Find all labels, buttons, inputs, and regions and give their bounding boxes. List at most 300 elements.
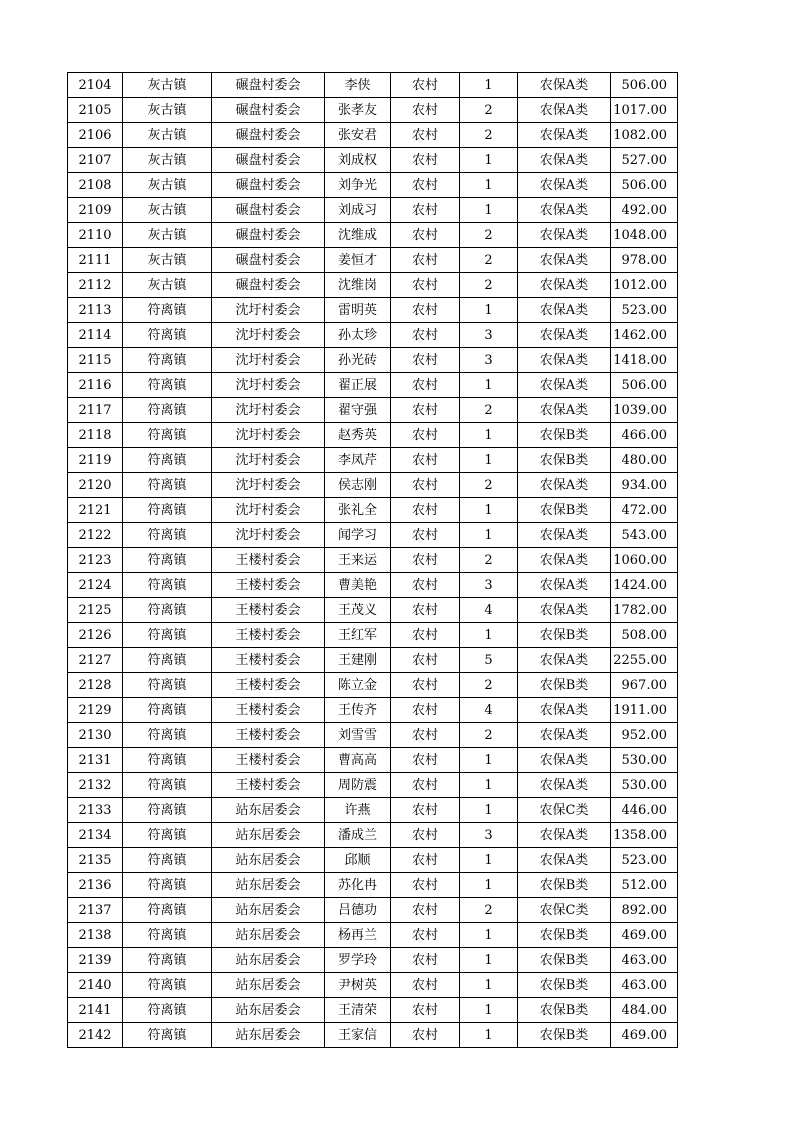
table-row xyxy=(68,348,678,373)
amount-cell: 967.00 xyxy=(611,673,678,698)
table-row xyxy=(68,548,678,573)
area-type-cell: 农村 xyxy=(391,473,460,498)
area-type-cell: 农村 xyxy=(391,448,460,473)
category-cell: 农保A类 xyxy=(518,298,611,323)
household-count-cell: 2 xyxy=(460,673,518,698)
household-count-cell: 2 xyxy=(460,473,518,498)
person-name-cell: 王红军 xyxy=(325,623,391,648)
town-cell: 符离镇 xyxy=(123,948,212,973)
household-count-cell: 4 xyxy=(460,698,518,723)
row-number-cell: 2108 xyxy=(68,173,123,198)
category-cell: 农保A类 xyxy=(518,198,611,223)
person-name-cell: 侯志刚 xyxy=(325,473,391,498)
town-cell: 灰古镇 xyxy=(123,148,212,173)
person-name-cell: 李侠 xyxy=(325,73,391,98)
person-name-cell: 翟守强 xyxy=(325,398,391,423)
town-cell: 符离镇 xyxy=(123,848,212,873)
person-name-cell: 潘成兰 xyxy=(325,823,391,848)
row-number-cell: 2117 xyxy=(68,398,123,423)
town-cell: 符离镇 xyxy=(123,473,212,498)
row-number-cell: 2104 xyxy=(68,73,123,98)
category-cell: 农保A类 xyxy=(518,373,611,398)
town-cell: 符离镇 xyxy=(123,348,212,373)
row-number-cell: 2126 xyxy=(68,623,123,648)
person-name-cell: 苏化冉 xyxy=(325,873,391,898)
row-number-cell: 2113 xyxy=(68,298,123,323)
amount-cell: 1424.00 xyxy=(611,573,678,598)
household-count-cell: 2 xyxy=(460,723,518,748)
table-row xyxy=(68,698,678,723)
household-count-cell: 1 xyxy=(460,798,518,823)
table-row xyxy=(68,573,678,598)
table-row xyxy=(68,898,678,923)
row-number-cell: 2116 xyxy=(68,373,123,398)
category-cell: 农保B类 xyxy=(518,973,611,998)
row-number-cell: 2133 xyxy=(68,798,123,823)
amount-cell: 469.00 xyxy=(611,923,678,948)
village-committee-cell: 站东居委会 xyxy=(212,898,325,923)
person-name-cell: 沈维岗 xyxy=(325,273,391,298)
category-cell: 农保A类 xyxy=(518,723,611,748)
row-number-cell: 2140 xyxy=(68,973,123,998)
area-type-cell: 农村 xyxy=(391,348,460,373)
category-cell: 农保A类 xyxy=(518,523,611,548)
person-name-cell: 邱顺 xyxy=(325,848,391,873)
category-cell: 农保A类 xyxy=(518,323,611,348)
area-type-cell: 农村 xyxy=(391,73,460,98)
village-committee-cell: 碾盘村委会 xyxy=(212,148,325,173)
category-cell: 农保A类 xyxy=(518,248,611,273)
person-name-cell: 许燕 xyxy=(325,798,391,823)
person-name-cell: 沈维成 xyxy=(325,223,391,248)
amount-cell: 978.00 xyxy=(611,248,678,273)
row-number-cell: 2111 xyxy=(68,248,123,273)
household-count-cell: 2 xyxy=(460,273,518,298)
category-cell: 农保A类 xyxy=(518,473,611,498)
household-count-cell: 2 xyxy=(460,898,518,923)
amount-cell: 446.00 xyxy=(611,798,678,823)
person-name-cell: 尹树英 xyxy=(325,973,391,998)
table-row xyxy=(68,648,678,673)
row-number-cell: 2129 xyxy=(68,698,123,723)
household-count-cell: 1 xyxy=(460,173,518,198)
row-number-cell: 2138 xyxy=(68,923,123,948)
table-row xyxy=(68,798,678,823)
village-committee-cell: 沈圩村委会 xyxy=(212,348,325,373)
village-committee-cell: 碾盘村委会 xyxy=(212,223,325,248)
category-cell: 农保A类 xyxy=(518,223,611,248)
household-count-cell: 1 xyxy=(460,623,518,648)
row-number-cell: 2106 xyxy=(68,123,123,148)
town-cell: 符离镇 xyxy=(123,823,212,848)
household-count-cell: 2 xyxy=(460,223,518,248)
row-number-cell: 2128 xyxy=(68,673,123,698)
category-cell: 农保A类 xyxy=(518,398,611,423)
area-type-cell: 农村 xyxy=(391,598,460,623)
category-cell: 农保A类 xyxy=(518,273,611,298)
recipient-table xyxy=(67,72,678,1048)
town-cell: 符离镇 xyxy=(123,598,212,623)
area-type-cell: 农村 xyxy=(391,948,460,973)
town-cell: 符离镇 xyxy=(123,298,212,323)
household-count-cell: 2 xyxy=(460,123,518,148)
row-number-cell: 2139 xyxy=(68,948,123,973)
town-cell: 灰古镇 xyxy=(123,198,212,223)
household-count-cell: 3 xyxy=(460,348,518,373)
table-row xyxy=(68,73,678,98)
village-committee-cell: 碾盘村委会 xyxy=(212,273,325,298)
category-cell: 农保B类 xyxy=(518,998,611,1023)
category-cell: 农保C类 xyxy=(518,898,611,923)
area-type-cell: 农村 xyxy=(391,648,460,673)
area-type-cell: 农村 xyxy=(391,323,460,348)
amount-cell: 543.00 xyxy=(611,523,678,548)
area-type-cell: 农村 xyxy=(391,673,460,698)
household-count-cell: 2 xyxy=(460,248,518,273)
person-name-cell: 张礼全 xyxy=(325,498,391,523)
table-row xyxy=(68,248,678,273)
category-cell: 农保A类 xyxy=(518,548,611,573)
category-cell: 农保B类 xyxy=(518,673,611,698)
area-type-cell: 农村 xyxy=(391,223,460,248)
table-row xyxy=(68,748,678,773)
household-count-cell: 1 xyxy=(460,148,518,173)
village-committee-cell: 王楼村委会 xyxy=(212,573,325,598)
household-count-cell: 2 xyxy=(460,98,518,123)
table-row xyxy=(68,473,678,498)
household-count-cell: 1 xyxy=(460,973,518,998)
category-cell: 农保A类 xyxy=(518,598,611,623)
table-row xyxy=(68,773,678,798)
village-committee-cell: 碾盘村委会 xyxy=(212,123,325,148)
household-count-cell: 1 xyxy=(460,998,518,1023)
household-count-cell: 5 xyxy=(460,648,518,673)
household-count-cell: 1 xyxy=(460,73,518,98)
table-row xyxy=(68,173,678,198)
person-name-cell: 罗学玲 xyxy=(325,948,391,973)
town-cell: 符离镇 xyxy=(123,723,212,748)
amount-cell: 1017.00 xyxy=(611,98,678,123)
village-committee-cell: 王楼村委会 xyxy=(212,648,325,673)
town-cell: 灰古镇 xyxy=(123,173,212,198)
amount-cell: 506.00 xyxy=(611,173,678,198)
row-number-cell: 2118 xyxy=(68,423,123,448)
area-type-cell: 农村 xyxy=(391,548,460,573)
person-name-cell: 赵秀英 xyxy=(325,423,391,448)
table-row xyxy=(68,523,678,548)
town-cell: 符离镇 xyxy=(123,673,212,698)
person-name-cell: 刘成习 xyxy=(325,198,391,223)
table-row xyxy=(68,398,678,423)
category-cell: 农保B类 xyxy=(518,873,611,898)
town-cell: 符离镇 xyxy=(123,548,212,573)
area-type-cell: 农村 xyxy=(391,423,460,448)
person-name-cell: 孙光砖 xyxy=(325,348,391,373)
table-row xyxy=(68,273,678,298)
table-row xyxy=(68,323,678,348)
category-cell: 农保A类 xyxy=(518,98,611,123)
town-cell: 符离镇 xyxy=(123,373,212,398)
village-committee-cell: 站东居委会 xyxy=(212,873,325,898)
town-cell: 符离镇 xyxy=(123,323,212,348)
household-count-cell: 1 xyxy=(460,1023,518,1048)
household-count-cell: 2 xyxy=(460,548,518,573)
amount-cell: 508.00 xyxy=(611,623,678,648)
amount-cell: 934.00 xyxy=(611,473,678,498)
category-cell: 农保C类 xyxy=(518,798,611,823)
amount-cell: 506.00 xyxy=(611,73,678,98)
village-committee-cell: 沈圩村委会 xyxy=(212,473,325,498)
town-cell: 灰古镇 xyxy=(123,98,212,123)
table-row xyxy=(68,723,678,748)
table-row xyxy=(68,848,678,873)
amount-cell: 1060.00 xyxy=(611,548,678,573)
town-cell: 符离镇 xyxy=(123,398,212,423)
town-cell: 符离镇 xyxy=(123,523,212,548)
town-cell: 灰古镇 xyxy=(123,123,212,148)
row-number-cell: 2127 xyxy=(68,648,123,673)
town-cell: 灰古镇 xyxy=(123,273,212,298)
amount-cell: 952.00 xyxy=(611,723,678,748)
amount-cell: 1418.00 xyxy=(611,348,678,373)
person-name-cell: 周防震 xyxy=(325,773,391,798)
table-row xyxy=(68,448,678,473)
area-type-cell: 农村 xyxy=(391,823,460,848)
category-cell: 农保B类 xyxy=(518,448,611,473)
area-type-cell: 农村 xyxy=(391,98,460,123)
row-number-cell: 2122 xyxy=(68,523,123,548)
table-row xyxy=(68,598,678,623)
amount-cell: 1358.00 xyxy=(611,823,678,848)
row-number-cell: 2107 xyxy=(68,148,123,173)
area-type-cell: 农村 xyxy=(391,173,460,198)
person-name-cell: 吕德功 xyxy=(325,898,391,923)
household-count-cell: 1 xyxy=(460,923,518,948)
row-number-cell: 2137 xyxy=(68,898,123,923)
person-name-cell: 刘雪雪 xyxy=(325,723,391,748)
row-number-cell: 2132 xyxy=(68,773,123,798)
town-cell: 符离镇 xyxy=(123,798,212,823)
table-row xyxy=(68,498,678,523)
household-count-cell: 1 xyxy=(460,848,518,873)
person-name-cell: 王建刚 xyxy=(325,648,391,673)
area-type-cell: 农村 xyxy=(391,898,460,923)
village-committee-cell: 沈圩村委会 xyxy=(212,398,325,423)
amount-cell: 492.00 xyxy=(611,198,678,223)
person-name-cell: 杨再兰 xyxy=(325,923,391,948)
town-cell: 灰古镇 xyxy=(123,73,212,98)
town-cell: 符离镇 xyxy=(123,773,212,798)
person-name-cell: 闻学习 xyxy=(325,523,391,548)
area-type-cell: 农村 xyxy=(391,298,460,323)
person-name-cell: 曹高高 xyxy=(325,748,391,773)
area-type-cell: 农村 xyxy=(391,698,460,723)
person-name-cell: 曹美艳 xyxy=(325,573,391,598)
household-count-cell: 3 xyxy=(460,823,518,848)
village-committee-cell: 碾盘村委会 xyxy=(212,98,325,123)
village-committee-cell: 沈圩村委会 xyxy=(212,298,325,323)
category-cell: 农保A类 xyxy=(518,148,611,173)
row-number-cell: 2124 xyxy=(68,573,123,598)
amount-cell: 523.00 xyxy=(611,298,678,323)
town-cell: 符离镇 xyxy=(123,623,212,648)
table-row xyxy=(68,623,678,648)
area-type-cell: 农村 xyxy=(391,498,460,523)
row-number-cell: 2105 xyxy=(68,98,123,123)
village-committee-cell: 站东居委会 xyxy=(212,798,325,823)
household-count-cell: 1 xyxy=(460,948,518,973)
row-number-cell: 2109 xyxy=(68,198,123,223)
table-row xyxy=(68,1023,678,1048)
village-committee-cell: 王楼村委会 xyxy=(212,748,325,773)
person-name-cell: 刘争光 xyxy=(325,173,391,198)
amount-cell: 1782.00 xyxy=(611,598,678,623)
amount-cell: 530.00 xyxy=(611,773,678,798)
village-committee-cell: 沈圩村委会 xyxy=(212,448,325,473)
table-row xyxy=(68,223,678,248)
area-type-cell: 农村 xyxy=(391,873,460,898)
row-number-cell: 2142 xyxy=(68,1023,123,1048)
household-count-cell: 1 xyxy=(460,498,518,523)
town-cell: 符离镇 xyxy=(123,973,212,998)
category-cell: 农保A类 xyxy=(518,573,611,598)
village-committee-cell: 站东居委会 xyxy=(212,923,325,948)
person-name-cell: 李凤芹 xyxy=(325,448,391,473)
town-cell: 符离镇 xyxy=(123,648,212,673)
table-row xyxy=(68,373,678,398)
household-count-cell: 1 xyxy=(460,773,518,798)
row-number-cell: 2120 xyxy=(68,473,123,498)
person-name-cell: 陈立金 xyxy=(325,673,391,698)
table-row xyxy=(68,123,678,148)
table-row xyxy=(68,973,678,998)
category-cell: 农保B类 xyxy=(518,423,611,448)
town-cell: 符离镇 xyxy=(123,448,212,473)
village-committee-cell: 站东居委会 xyxy=(212,998,325,1023)
category-cell: 农保B类 xyxy=(518,623,611,648)
village-committee-cell: 碾盘村委会 xyxy=(212,248,325,273)
category-cell: 农保A类 xyxy=(518,123,611,148)
table-row xyxy=(68,873,678,898)
village-committee-cell: 站东居委会 xyxy=(212,848,325,873)
category-cell: 农保A类 xyxy=(518,823,611,848)
area-type-cell: 农村 xyxy=(391,1023,460,1048)
person-name-cell: 王来运 xyxy=(325,548,391,573)
village-committee-cell: 碾盘村委会 xyxy=(212,73,325,98)
area-type-cell: 农村 xyxy=(391,973,460,998)
table-row xyxy=(68,823,678,848)
row-number-cell: 2110 xyxy=(68,223,123,248)
village-committee-cell: 王楼村委会 xyxy=(212,673,325,698)
row-number-cell: 2136 xyxy=(68,873,123,898)
table-row xyxy=(68,998,678,1023)
area-type-cell: 农村 xyxy=(391,148,460,173)
area-type-cell: 农村 xyxy=(391,373,460,398)
amount-cell: 1082.00 xyxy=(611,123,678,148)
household-count-cell: 1 xyxy=(460,873,518,898)
household-count-cell: 4 xyxy=(460,598,518,623)
amount-cell: 527.00 xyxy=(611,148,678,173)
village-committee-cell: 沈圩村委会 xyxy=(212,498,325,523)
amount-cell: 1012.00 xyxy=(611,273,678,298)
category-cell: 农保A类 xyxy=(518,73,611,98)
person-name-cell: 王传齐 xyxy=(325,698,391,723)
category-cell: 农保A类 xyxy=(518,848,611,873)
village-committee-cell: 站东居委会 xyxy=(212,823,325,848)
village-committee-cell: 王楼村委会 xyxy=(212,623,325,648)
area-type-cell: 农村 xyxy=(391,123,460,148)
village-committee-cell: 碾盘村委会 xyxy=(212,173,325,198)
row-number-cell: 2125 xyxy=(68,598,123,623)
table-row xyxy=(68,298,678,323)
area-type-cell: 农村 xyxy=(391,723,460,748)
household-count-cell: 1 xyxy=(460,198,518,223)
household-count-cell: 1 xyxy=(460,298,518,323)
village-committee-cell: 沈圩村委会 xyxy=(212,523,325,548)
table-row xyxy=(68,673,678,698)
village-committee-cell: 沈圩村委会 xyxy=(212,323,325,348)
amount-cell: 2255.00 xyxy=(611,648,678,673)
row-number-cell: 2131 xyxy=(68,748,123,773)
area-type-cell: 农村 xyxy=(391,198,460,223)
household-count-cell: 1 xyxy=(460,748,518,773)
row-number-cell: 2130 xyxy=(68,723,123,748)
household-count-cell: 1 xyxy=(460,373,518,398)
person-name-cell: 张孝友 xyxy=(325,98,391,123)
table-row xyxy=(68,923,678,948)
category-cell: 农保A类 xyxy=(518,648,611,673)
area-type-cell: 农村 xyxy=(391,923,460,948)
amount-cell: 463.00 xyxy=(611,948,678,973)
category-cell: 农保B类 xyxy=(518,948,611,973)
person-name-cell: 雷明英 xyxy=(325,298,391,323)
area-type-cell: 农村 xyxy=(391,248,460,273)
area-type-cell: 农村 xyxy=(391,998,460,1023)
village-committee-cell: 站东居委会 xyxy=(212,973,325,998)
area-type-cell: 农村 xyxy=(391,398,460,423)
amount-cell: 463.00 xyxy=(611,973,678,998)
amount-cell: 506.00 xyxy=(611,373,678,398)
person-name-cell: 孙太珍 xyxy=(325,323,391,348)
town-cell: 符离镇 xyxy=(123,923,212,948)
town-cell: 灰古镇 xyxy=(123,223,212,248)
area-type-cell: 农村 xyxy=(391,773,460,798)
town-cell: 符离镇 xyxy=(123,998,212,1023)
town-cell: 符离镇 xyxy=(123,873,212,898)
amount-cell: 1911.00 xyxy=(611,698,678,723)
amount-cell: 480.00 xyxy=(611,448,678,473)
person-name-cell: 姜恒才 xyxy=(325,248,391,273)
amount-cell: 1462.00 xyxy=(611,323,678,348)
table-row xyxy=(68,98,678,123)
village-committee-cell: 站东居委会 xyxy=(212,948,325,973)
category-cell: 农保A类 xyxy=(518,348,611,373)
person-name-cell: 张安君 xyxy=(325,123,391,148)
area-type-cell: 农村 xyxy=(391,748,460,773)
row-number-cell: 2112 xyxy=(68,273,123,298)
area-type-cell: 农村 xyxy=(391,623,460,648)
household-count-cell: 1 xyxy=(460,423,518,448)
village-committee-cell: 碾盘村委会 xyxy=(212,198,325,223)
person-name-cell: 翟正展 xyxy=(325,373,391,398)
category-cell: 农保B类 xyxy=(518,923,611,948)
household-count-cell: 1 xyxy=(460,448,518,473)
table-row xyxy=(68,423,678,448)
amount-cell: 892.00 xyxy=(611,898,678,923)
village-committee-cell: 王楼村委会 xyxy=(212,598,325,623)
amount-cell: 469.00 xyxy=(611,1023,678,1048)
row-number-cell: 2114 xyxy=(68,323,123,348)
